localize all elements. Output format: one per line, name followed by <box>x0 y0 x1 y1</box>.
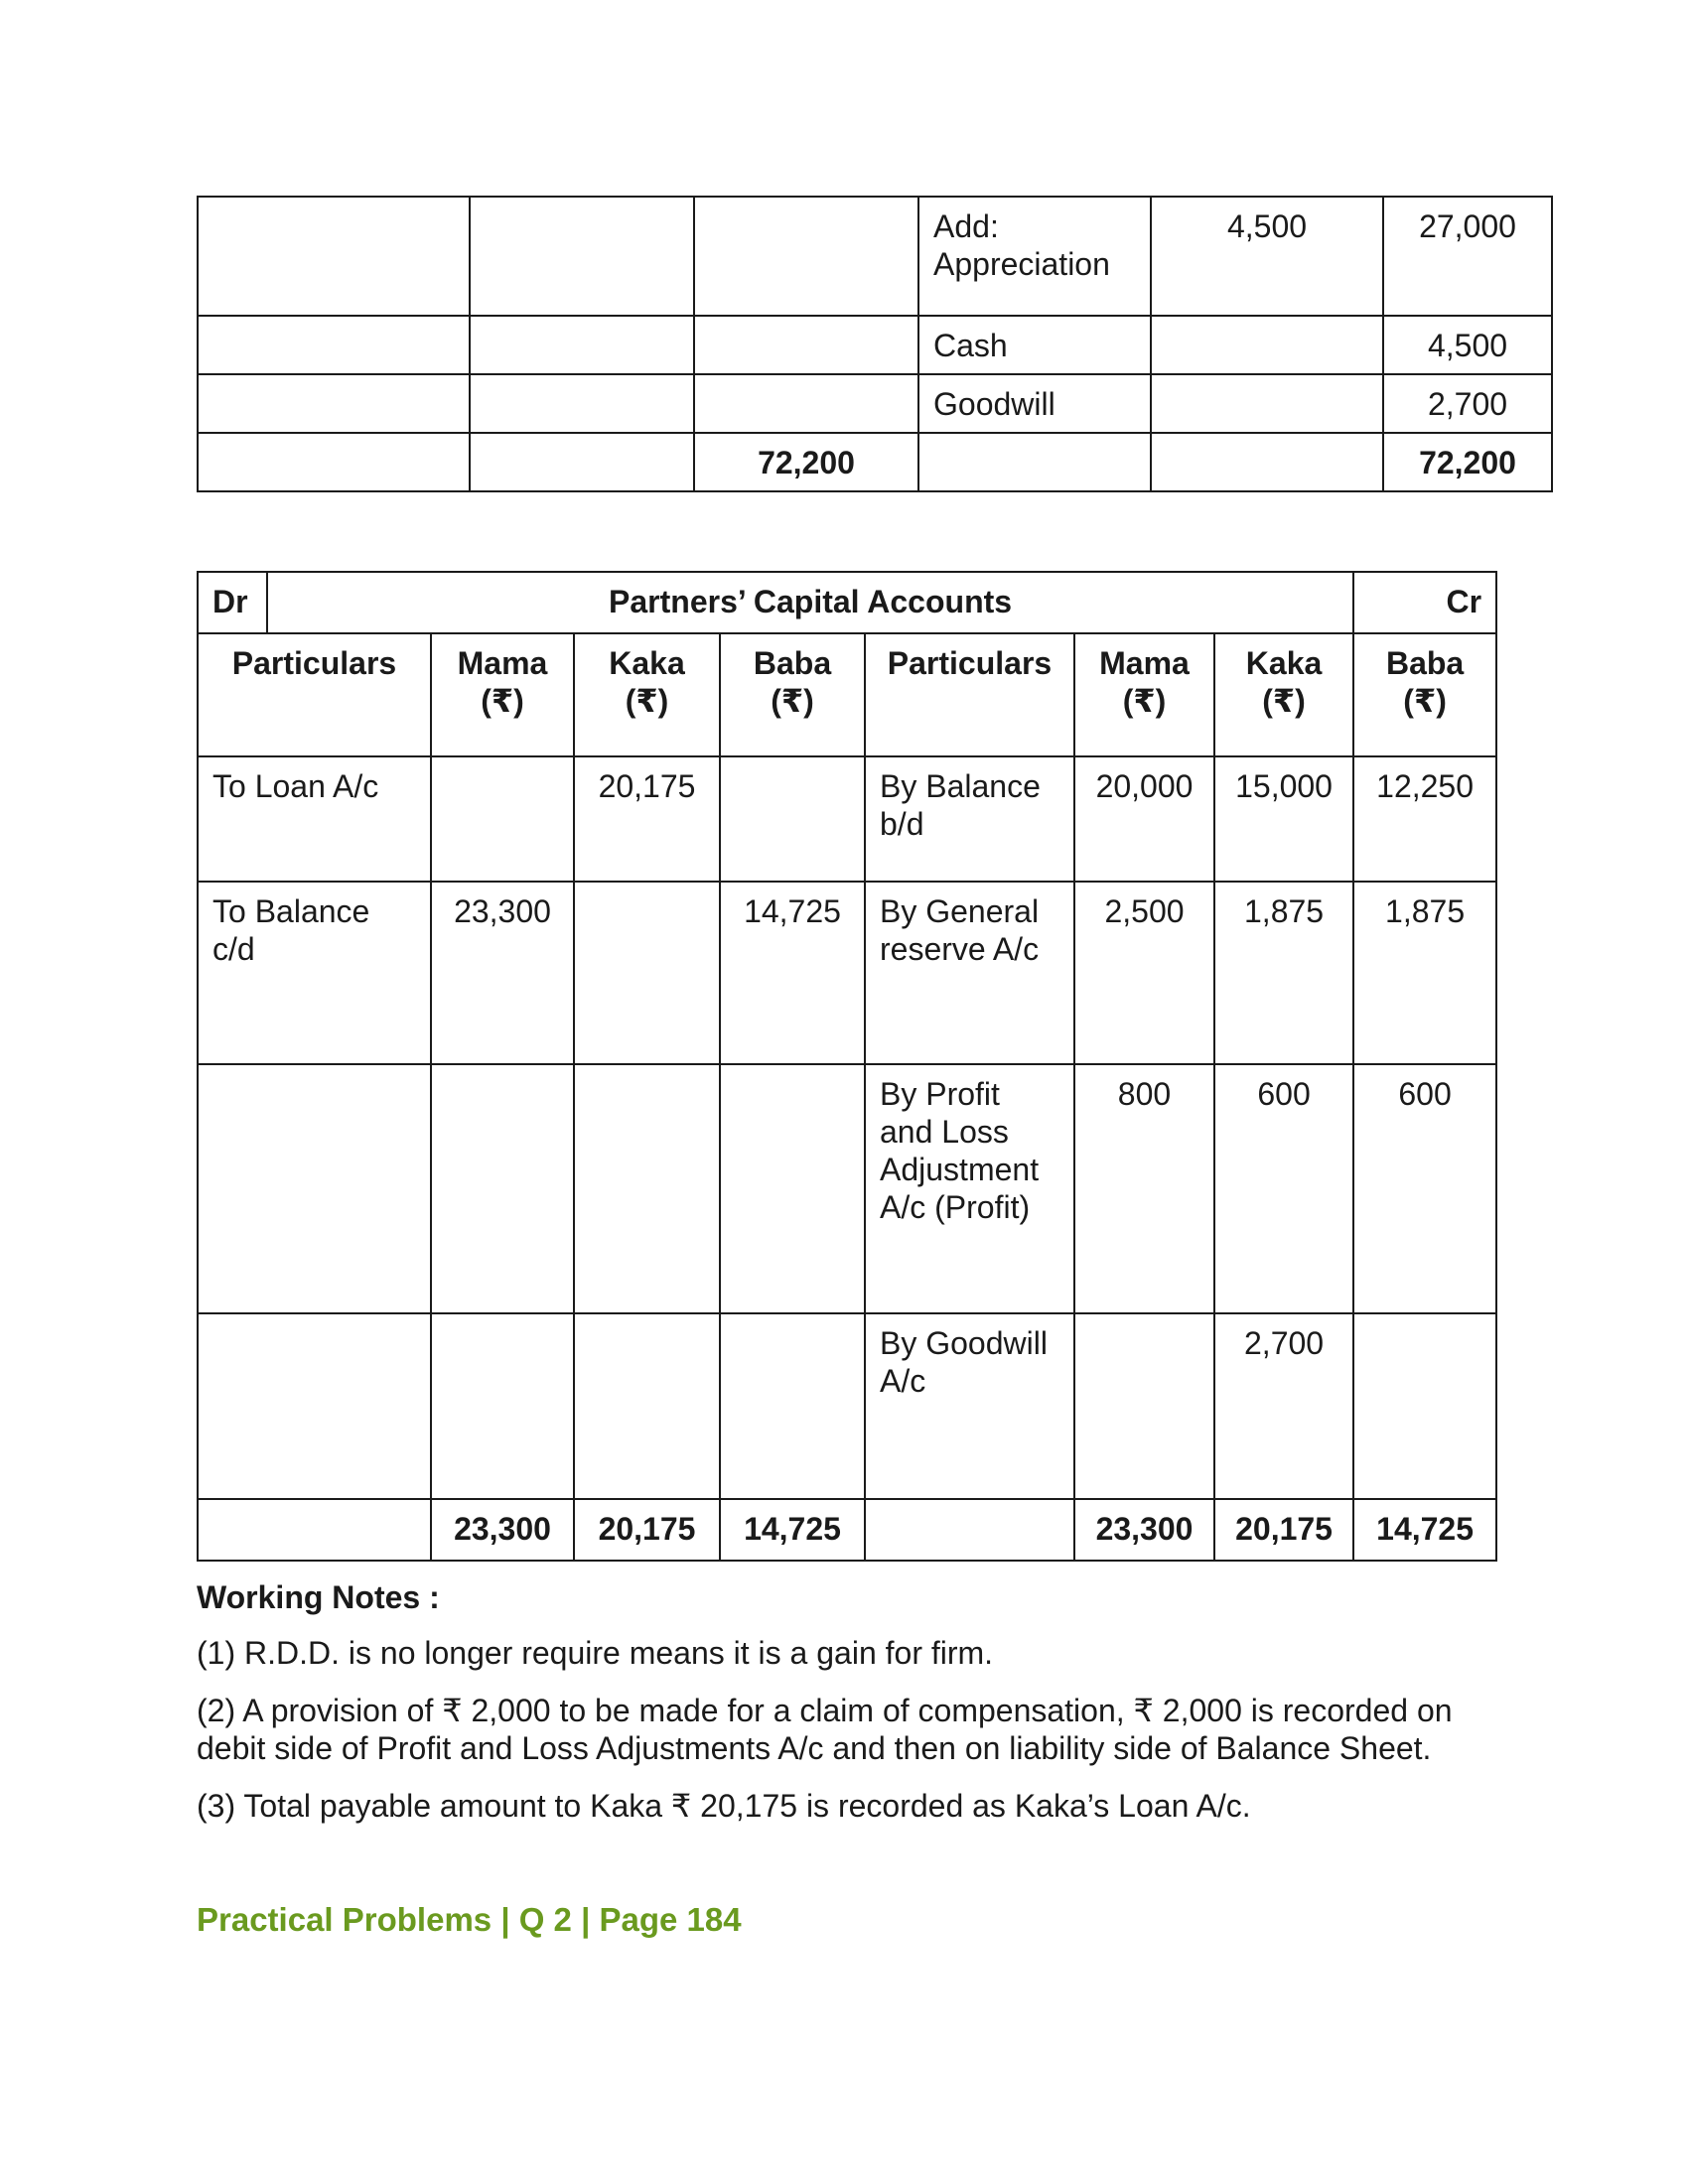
cell <box>198 197 470 316</box>
table-row <box>198 1064 1496 1313</box>
table-title: Partners’ Capital Accounts <box>267 572 1353 633</box>
total-cell: 14,725 <box>1353 1499 1496 1561</box>
cell: 12,250 <box>1353 756 1496 882</box>
note-item: (1) R.D.D. is no longer require means it is a gain for firm. <box>197 1635 994 1671</box>
cell: 23,300 <box>431 882 574 1064</box>
total-cell <box>198 1499 431 1561</box>
cell <box>574 1064 720 1313</box>
header-row <box>198 633 1496 756</box>
cell <box>198 1313 431 1499</box>
cell: 20,175 <box>574 756 720 882</box>
cell <box>431 1064 574 1313</box>
cell <box>198 374 470 433</box>
cell <box>431 756 574 882</box>
col-header-kaka: Kaka (₹) <box>574 633 720 756</box>
total-cell <box>865 1499 1074 1561</box>
cell <box>1151 433 1383 491</box>
total-cell: 72,200 <box>1383 433 1552 491</box>
cell <box>470 316 694 374</box>
cell <box>470 197 694 316</box>
note-item: (2) A provision of ₹ 2,000 to be made for a claim of compensation, ₹ 2,000 is recorded on debit side of Profit and Loss Adjustments A/c and then on liability side of Balance Sheet. <box>197 1693 1453 1766</box>
total-cell: 23,300 <box>431 1499 574 1561</box>
cell: 20,000 <box>1074 756 1214 882</box>
cell: 15,000 <box>1214 756 1353 882</box>
cell: By Balance b/d <box>865 756 1074 882</box>
cell: 2,500 <box>1074 882 1214 1064</box>
cell: 1,875 <box>1353 882 1496 1064</box>
cell <box>198 316 470 374</box>
cell: 27,000 <box>1383 197 1552 316</box>
cell <box>694 316 918 374</box>
notes-heading: Working Notes : <box>197 1579 440 1615</box>
cr-label: Cr <box>1353 572 1496 633</box>
table-row <box>198 756 1496 882</box>
page-footer: Practical Problems | Q 2 | Page 184 <box>197 1901 742 1938</box>
cell <box>1151 316 1383 374</box>
total-cell: 20,175 <box>574 1499 720 1561</box>
cell: 800 <box>1074 1064 1214 1313</box>
cell <box>918 433 1151 491</box>
cell <box>574 1313 720 1499</box>
col-header-baba: Baba (₹) <box>720 633 865 756</box>
table-row <box>198 316 1552 374</box>
cell <box>1353 1313 1496 1499</box>
table-row <box>198 1313 1496 1499</box>
cell: 14,725 <box>720 882 865 1064</box>
cell: 2,700 <box>1383 374 1552 433</box>
cell <box>198 1064 431 1313</box>
cell: By Goodwill A/c <box>865 1313 1074 1499</box>
cell: 4,500 <box>1383 316 1552 374</box>
cell: Goodwill <box>918 374 1151 433</box>
cell <box>720 756 865 882</box>
dr-label: Dr <box>198 572 267 633</box>
cell <box>720 1313 865 1499</box>
total-row <box>198 433 1552 491</box>
cell: 2,700 <box>1214 1313 1353 1499</box>
cell <box>574 882 720 1064</box>
partners-capital-accounts-table <box>197 571 1497 1562</box>
cell: 4,500 <box>1151 197 1383 316</box>
cell <box>720 1064 865 1313</box>
cell: 600 <box>1353 1064 1496 1313</box>
total-cell: 72,200 <box>694 433 918 491</box>
title-row <box>198 572 1496 633</box>
cell: To Balance c/d <box>198 882 431 1064</box>
cell: 1,875 <box>1214 882 1353 1064</box>
cell <box>470 374 694 433</box>
total-row <box>198 1499 1496 1561</box>
total-cell: 20,175 <box>1214 1499 1353 1561</box>
cell: 600 <box>1214 1064 1353 1313</box>
total-cell: 14,725 <box>720 1499 865 1561</box>
cell: By Profit and Loss Adjustment A/c (Profit) <box>865 1064 1074 1313</box>
cell <box>1074 1313 1214 1499</box>
working-notes <box>197 1578 1487 1844</box>
cell: By General reserve A/c <box>865 882 1074 1064</box>
cell <box>470 433 694 491</box>
col-header-mama: Mama (₹) <box>1074 633 1214 756</box>
col-header-mama: Mama (₹) <box>431 633 574 756</box>
cell: Cash <box>918 316 1151 374</box>
table-row <box>198 882 1496 1064</box>
col-header-particulars: Particulars <box>198 633 431 756</box>
col-header-particulars: Particulars <box>865 633 1074 756</box>
total-cell: 23,300 <box>1074 1499 1214 1561</box>
cell: Add: Appreciation <box>918 197 1151 316</box>
cell <box>1151 374 1383 433</box>
cell <box>694 374 918 433</box>
cell <box>198 433 470 491</box>
col-header-baba: Baba (₹) <box>1353 633 1496 756</box>
col-header-kaka: Kaka (₹) <box>1214 633 1353 756</box>
table-row <box>198 197 1552 316</box>
table-row <box>198 374 1552 433</box>
note-item: (3) Total payable amount to Kaka ₹ 20,175 is recorded as Kaka’s Loan A/c. <box>197 1788 1251 1824</box>
cell <box>431 1313 574 1499</box>
balance-continuation-table <box>197 196 1553 492</box>
cell <box>694 197 918 316</box>
cell: To Loan A/c <box>198 756 431 882</box>
